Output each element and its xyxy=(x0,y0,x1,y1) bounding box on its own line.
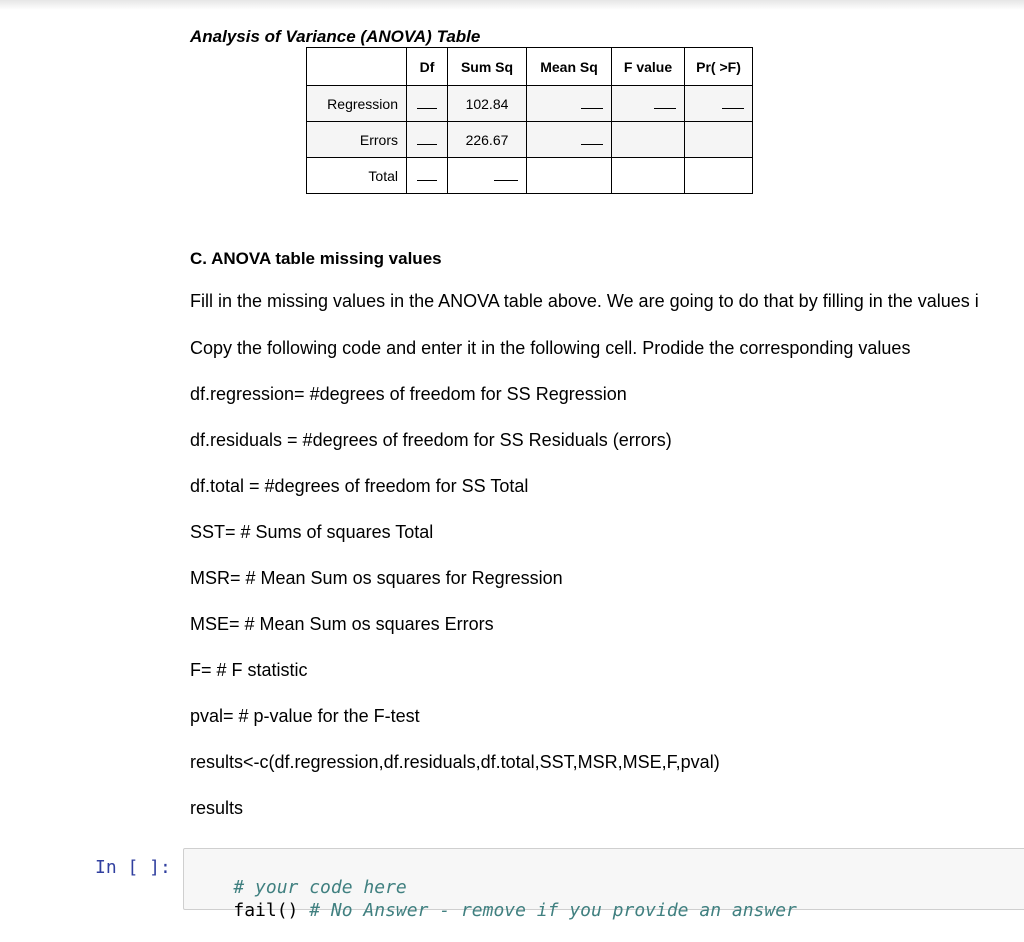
cell-mean-sq-empty xyxy=(527,158,612,194)
code-comment: # No Answer - remove if you provide an answer xyxy=(298,900,797,921)
cell-mean-sq-blank xyxy=(527,122,612,158)
cell-df-blank xyxy=(407,122,448,158)
cell-sum-sq-blank xyxy=(448,158,527,194)
anova-header-row xyxy=(307,48,753,86)
cell-df-blank xyxy=(407,158,448,194)
header-pr-f: Pr( >F) xyxy=(685,48,753,86)
anova-table xyxy=(306,47,753,194)
cell-pr-f-empty xyxy=(685,158,753,194)
code-line-results: results xyxy=(190,798,244,818)
anova-row-regression xyxy=(307,86,753,122)
header-empty xyxy=(307,48,407,86)
cell-f-value-blank xyxy=(612,86,685,122)
row-label: Errors xyxy=(307,122,407,158)
code-line-df-total: df.total = #degrees of freedom for SS Total xyxy=(190,476,529,496)
header-mean-sq: Mean Sq xyxy=(527,48,612,86)
header-df: Df xyxy=(407,48,448,86)
cell-f-value-empty xyxy=(612,158,685,194)
code-line-sst: SST= # Sums of squares Total xyxy=(190,522,434,542)
cell-prompt: In [ ]: xyxy=(95,857,171,878)
code-comment: # your code here xyxy=(233,877,407,898)
cell-df-blank xyxy=(407,86,448,122)
header-sum-sq: Sum Sq xyxy=(448,48,527,86)
code-editor-line-2[interactable] xyxy=(190,879,797,942)
cell-pr-f-empty xyxy=(685,122,753,158)
row-label: Total xyxy=(307,158,407,194)
cell-mean-sq-blank xyxy=(527,86,612,122)
cell-f-value-empty xyxy=(612,122,685,158)
instruction-text: Copy the following code and enter it in the following cell. Prodide the corresponding values xyxy=(190,338,911,358)
cell-sum-sq: 102.84 xyxy=(448,86,527,122)
notebook-top-shadow xyxy=(0,0,1024,10)
anova-table-title: Analysis of Variance (ANOVA) Table xyxy=(190,27,481,46)
row-label: Regression xyxy=(307,86,407,122)
code-line-mse: MSE= # Mean Sum os squares Errors xyxy=(190,614,494,634)
code-line-df-regression: df.regression= #degrees of freedom for SS Regression xyxy=(190,384,627,404)
section-heading: C. ANOVA table missing values xyxy=(190,249,442,268)
cell-pr-f-blank xyxy=(685,86,753,122)
code-line-df-residuals: df.residuals = #degrees of freedom for SS Residuals (errors) xyxy=(190,430,672,450)
code-line-msr: MSR= # Mean Sum os squares for Regression xyxy=(190,568,563,588)
code-line-f: F= # F statistic xyxy=(190,660,308,680)
anova-row-errors xyxy=(307,122,753,158)
code-line-results-vector: results<-c(df.regression,df.residuals,df.total,SST,MSR,MSE,F,pval) xyxy=(190,752,720,772)
code-cell-editor[interactable] xyxy=(183,848,1024,921)
anova-row-total xyxy=(307,158,753,194)
code-line-pval: pval= # p-value for the F-test xyxy=(190,706,420,726)
header-f-value: F value xyxy=(612,48,685,86)
intro-text: Fill in the missing values in the ANOVA table above. We are going to do that by filling in the values i xyxy=(190,291,979,311)
cell-sum-sq: 226.67 xyxy=(448,122,527,158)
code-fail-call: fail() xyxy=(233,900,299,921)
